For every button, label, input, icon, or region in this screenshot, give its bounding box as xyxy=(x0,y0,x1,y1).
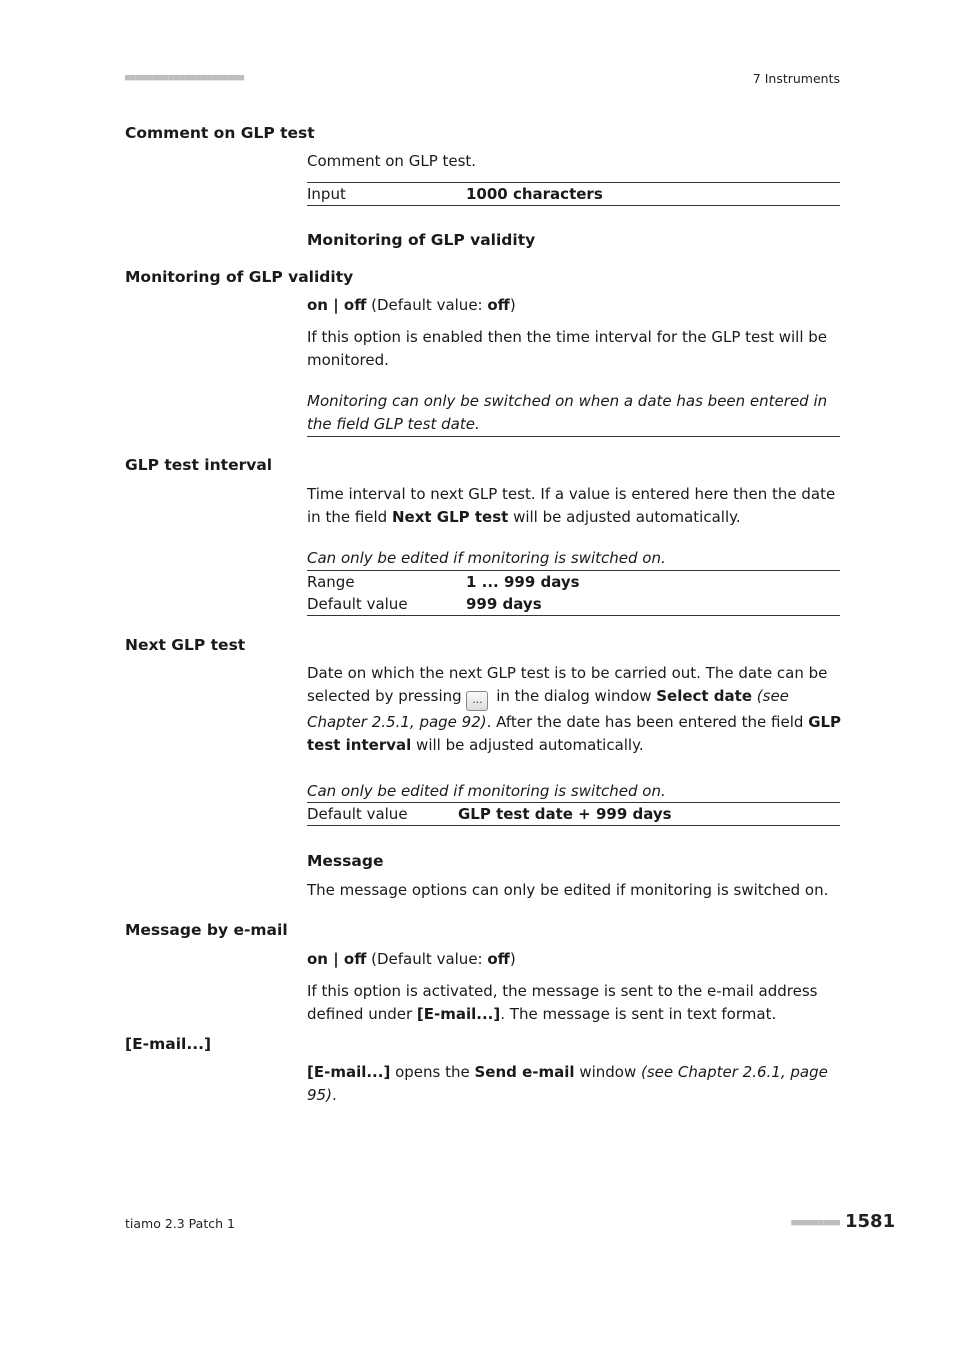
default-close: ) xyxy=(509,950,516,968)
email-btn-bold: Send e-mail xyxy=(474,1063,575,1081)
next-table xyxy=(307,802,840,826)
next-desc-part: in the dialog window xyxy=(491,687,657,705)
monitoring-desc: If this option is enabled then the time interval for the GLP test will be monitored. xyxy=(307,328,828,369)
range-key: Range xyxy=(307,573,355,591)
interval-desc xyxy=(307,483,842,529)
default-open: (Default value: xyxy=(366,296,488,314)
table-row xyxy=(307,571,840,593)
email-btn-ref: (see Chapter 2.6.1, page 95) xyxy=(307,1063,828,1104)
next-desc-part: will be adjusted automatically. xyxy=(411,736,644,754)
page-number: 1581 xyxy=(845,1211,896,1232)
email-message-onoff xyxy=(307,948,842,971)
email-button-heading: [E-mail...] xyxy=(125,1035,212,1053)
default-close: ) xyxy=(509,296,516,314)
default-value: GLP test date + 999 days xyxy=(458,805,672,823)
table-row xyxy=(307,183,840,205)
interval-heading: GLP test interval xyxy=(125,456,273,474)
default-key: Default value xyxy=(307,595,408,613)
next-heading: Next GLP test xyxy=(125,636,246,654)
comment-desc: Comment on GLP test. xyxy=(307,152,477,170)
email-desc-bold: [E-mail...] xyxy=(416,1005,501,1023)
email-desc-part: . The message is sent in text format. xyxy=(500,1005,777,1023)
default-value: off xyxy=(487,950,510,968)
email-message-desc xyxy=(307,980,842,1026)
divider xyxy=(307,436,840,437)
next-desc-bold: GLP test interval xyxy=(307,713,842,754)
default-key: Default value xyxy=(307,805,408,823)
comment-heading: Comment on GLP test xyxy=(125,124,315,142)
input-key: Input xyxy=(307,185,346,203)
message-desc: The message options can only be edited if monitoring is switched on. xyxy=(307,881,829,899)
email-btn-bold: [E-mail...] xyxy=(307,1063,391,1081)
interval-desc-bold: Next GLP test xyxy=(391,508,509,526)
interval-table xyxy=(307,570,840,616)
email-message-heading: Message by e-mail xyxy=(125,921,288,939)
message-subheading: Message xyxy=(307,852,384,870)
interval-desc-part: will be adjusted automatically. xyxy=(508,508,741,526)
next-desc-part: Date on which the next GLP test is to be carried out. The date can be selected by pressing xyxy=(307,664,828,705)
next-desc xyxy=(307,662,842,757)
interval-desc-part: Time interval to next GLP test. If a value is entered here then the date in the field xyxy=(307,485,836,526)
monitoring-heading: Monitoring of GLP validity xyxy=(125,268,354,286)
footer-product: tiamo 2.3 Patch 1 xyxy=(125,1216,235,1231)
table-row xyxy=(307,593,840,615)
default-value: 999 days xyxy=(466,595,542,613)
default-value: off xyxy=(487,296,510,314)
table-row xyxy=(307,803,840,825)
footer-marks: ■■■■■■■■■ xyxy=(791,1218,840,1228)
next-desc-bold: Select date xyxy=(656,687,753,705)
range-value: 1 ... 999 days xyxy=(466,573,580,591)
email-btn-part: . xyxy=(331,1086,337,1104)
next-note: Can only be edited if monitoring is switched on. xyxy=(307,782,666,800)
interval-note: Can only be edited if monitoring is switched on. xyxy=(307,549,666,567)
monitoring-onoff xyxy=(307,294,842,317)
next-desc-ref: (see Chapter 2.5.1, page 92) xyxy=(307,687,789,731)
ellipsis-button-icon: ... xyxy=(466,691,488,711)
next-desc-part: . After the date has been entered the field xyxy=(486,713,809,731)
monitoring-subheading: Monitoring of GLP validity xyxy=(307,231,536,249)
onoff-label: on | off xyxy=(307,296,367,314)
email-desc-part: If this option is activated, the message is sent to the e-mail address defined under xyxy=(307,982,818,1023)
email-button-desc xyxy=(307,1061,842,1107)
header-marks: ■■■■■■■■■■■■■■■■■■■■■■ xyxy=(125,73,245,83)
email-btn-part: opens the xyxy=(390,1063,475,1081)
onoff-label: on | off xyxy=(307,950,367,968)
chapter-title: 7 Instruments xyxy=(752,71,840,86)
monitoring-note: Monitoring can only be switched on when a date has been entered in the field GLP test date. xyxy=(307,392,828,433)
input-value: 1000 characters xyxy=(466,185,603,203)
email-btn-part: window xyxy=(574,1063,642,1081)
comment-table xyxy=(307,182,840,206)
default-open: (Default value: xyxy=(366,950,488,968)
